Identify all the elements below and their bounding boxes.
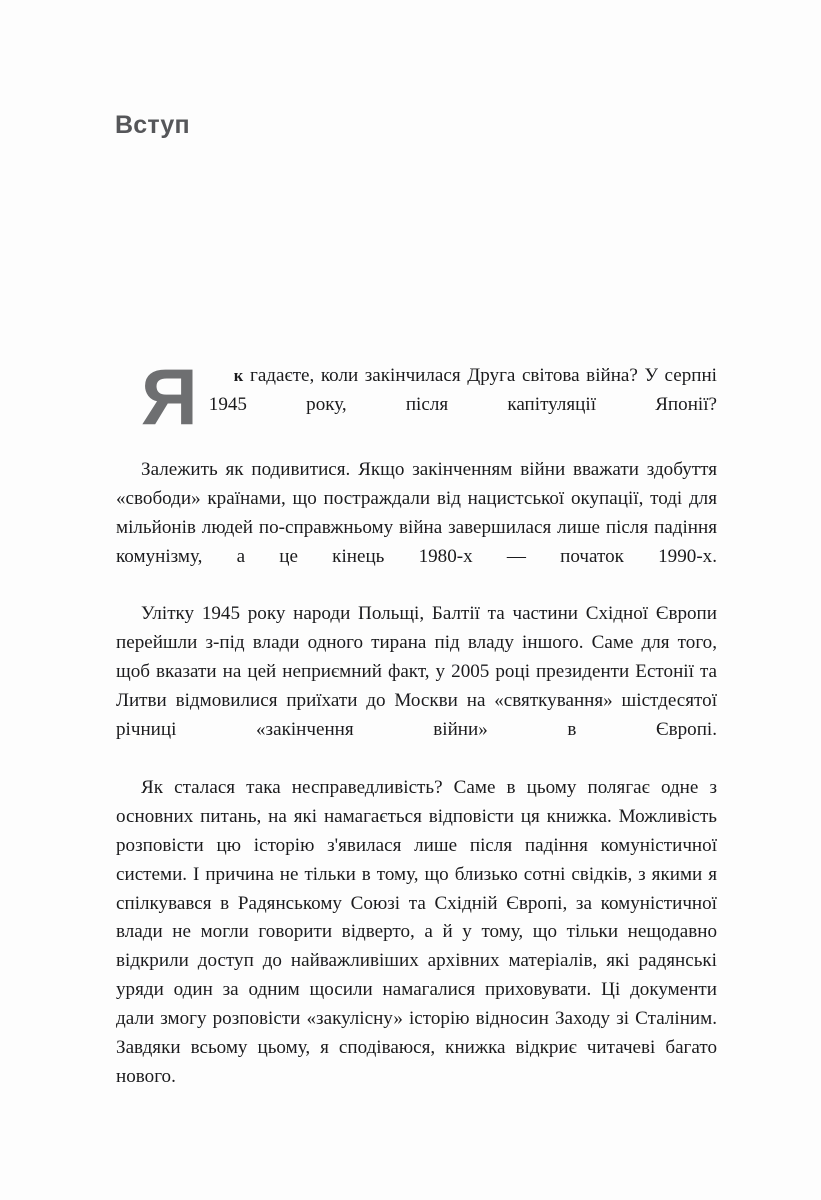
page-title: Вступ — [115, 111, 190, 139]
paragraph-1-text: гадаєте, коли закінчилася Друга світова війна? У серпні 1945 року, після капітуляції Японії? — [208, 365, 717, 415]
paragraph-1 — [116, 352, 717, 456]
paragraph-2-text: Залежить як подивитися. Якщо закінченням війни вважати здобуття «свободи» країнами, що постраждали від нацистської окупації, тоді для мільйонів людей по-справжньому війна завершилася лише після падіння комунізму, а це кінець 1980-х — початок 1990-х. — [116, 458, 717, 567]
lead-in-text: к — [233, 366, 244, 385]
paragraph-4-text: Як сталася така несправедливість? Саме в цьому полягає одне з основних питань, на які намагається відповісти ця книжка. Можливість розповісти цю історію з'явилася лише після падіння комуністичної системи. І причина не тільки в тому, що близько сотні свідків, з якими я спілкувався в Радянському Союзі та Східній Європі, за комуністичної влади не могли говорити відверто, а й у тому, що тільки нещодавно відкрили доступ до найважливіших архівних матеріалів, які радянські уряди один за одним щосили намагалися приховувати. Ці документи дали змогу розповісти «закулісну» історію відносин Заходу зі Сталіним. Завдяки всьому цьому, я сподіваюся, книжка відкриє читачеві багато нового. — [116, 776, 717, 1087]
paragraph-4 — [116, 774, 717, 1121]
drop-cap: Я — [141, 352, 198, 441]
paragraph-3-text: Улітку 1945 року народи Польщі, Балтії та частини Східної Європи перейшли з-під влади одного тирана під владу іншого. Саме для того, щоб вказати на цей неприємний факт, у 2005 році президенти Естонії та Литви відмовилися приїхати до Москви на «святкування» шістдесятої річниці «закінчення війни» в Європі. — [116, 603, 717, 741]
body-text-block — [116, 352, 717, 1121]
paragraph-2 — [116, 456, 717, 601]
paragraph-3 — [116, 600, 717, 773]
